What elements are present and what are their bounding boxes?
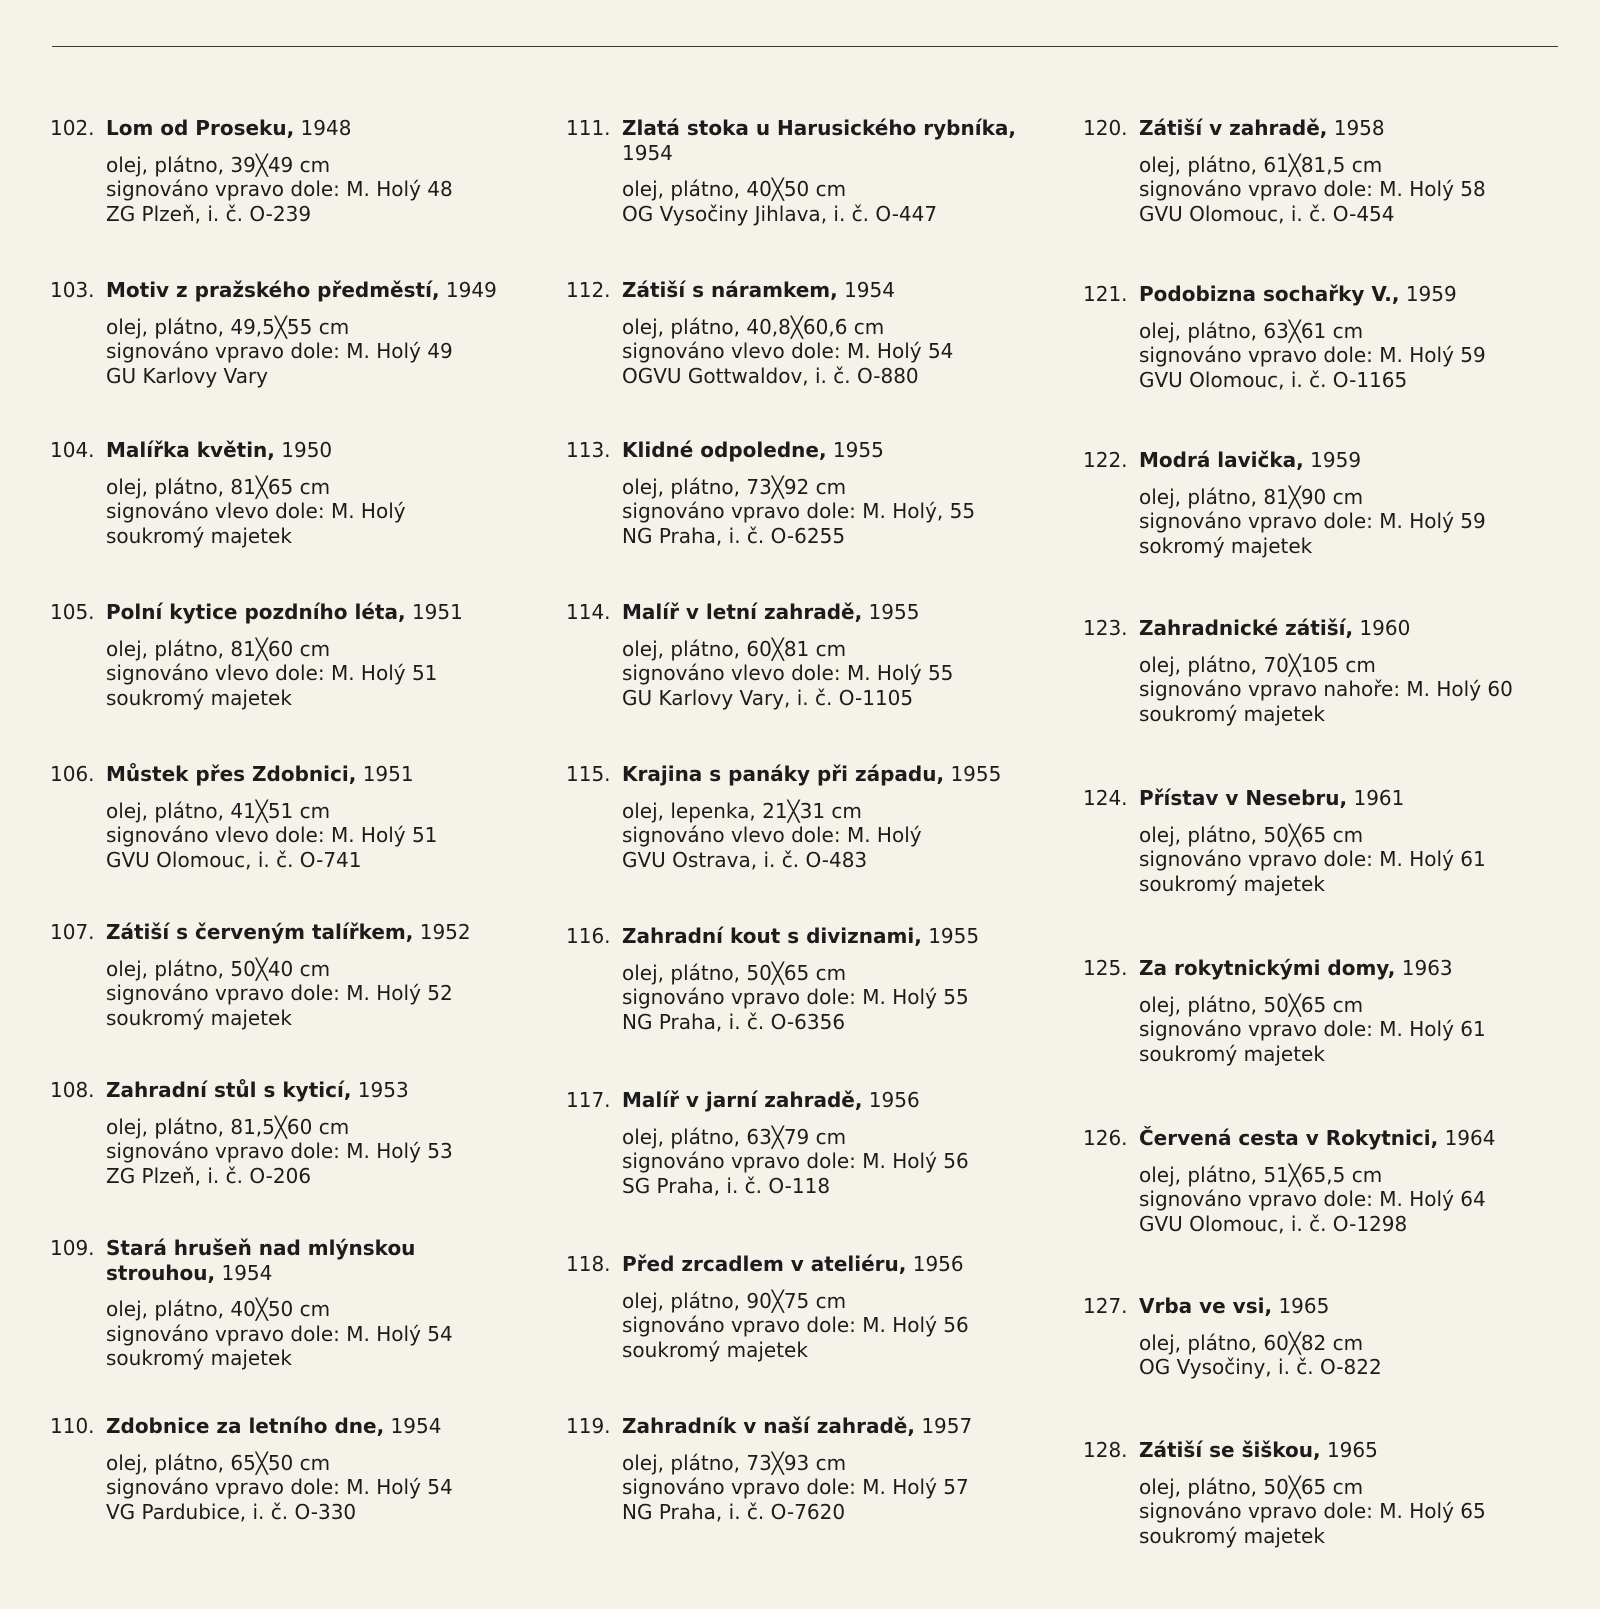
entry-medium: olej, plátno, 63╳79 cm bbox=[622, 1124, 847, 1149]
entry-year: 1955 bbox=[868, 600, 920, 624]
entry-medium: olej, plátno, 81,5╳60 cm bbox=[106, 1114, 350, 1139]
entry-year: 1952 bbox=[419, 920, 471, 944]
entry-medium: olej, plátno, 70╳105 cm bbox=[1139, 652, 1376, 677]
entry-signature: signováno vlevo dole: M. Holý 51 bbox=[106, 661, 438, 685]
entry-title: Zahradní stůl s kyticí, bbox=[106, 1078, 352, 1102]
entry-owner: GVU Olomouc, i. č. O-741 bbox=[106, 847, 362, 872]
entry-year: 1950 bbox=[281, 438, 333, 462]
entry-medium: olej, plátno, 90╳75 cm bbox=[622, 1288, 847, 1313]
entry-owner: GU Karlovy Vary, i. č. O-1105 bbox=[622, 685, 914, 710]
entry-year: 1948 bbox=[300, 116, 352, 140]
entry-year: 1954 bbox=[390, 1414, 442, 1438]
entry-number: 110. bbox=[50, 1414, 95, 1438]
entry-number: 107. bbox=[50, 920, 95, 944]
entry-signature: signováno vpravo dole: M. Holý 61 bbox=[1139, 847, 1486, 871]
catalogue-entry-110 bbox=[50, 1414, 530, 1524]
entry-number: 127. bbox=[1083, 1294, 1128, 1318]
entry-title: Zahradnické zátiší, bbox=[1139, 616, 1354, 640]
entry-owner: soukromý majetek bbox=[622, 1337, 808, 1362]
entry-owner: OG Vysočiny Jihlava, i. č. O-447 bbox=[622, 201, 938, 226]
entry-year: 1964 bbox=[1444, 1126, 1496, 1150]
entry-medium: olej, plátno, 40╳50 cm bbox=[622, 177, 847, 201]
catalogue-entry-114 bbox=[566, 600, 1046, 710]
entry-number: 114. bbox=[566, 600, 611, 624]
catalogue-entry-119 bbox=[566, 1414, 1046, 1524]
entry-number: 120. bbox=[1083, 116, 1128, 140]
entry-owner: NG Praha, i. č. O-7620 bbox=[622, 1499, 846, 1524]
entry-owner: GVU Olomouc, i. č. O-454 bbox=[1139, 201, 1395, 226]
entry-title: Zdobnice za letního dne, bbox=[106, 1414, 385, 1438]
entry-number: 111. bbox=[566, 116, 611, 140]
catalogue-entry-107 bbox=[50, 920, 530, 1030]
entry-medium: olej, lepenka, 21╳31 cm bbox=[622, 798, 862, 823]
entry-signature: signováno vlevo dole: M. Holý 54 bbox=[622, 339, 954, 363]
entry-owner: soukromý majetek bbox=[106, 1005, 292, 1030]
entry-year: 1955 bbox=[832, 438, 884, 462]
entry-medium: olej, plátno, 39╳49 cm bbox=[106, 152, 331, 177]
entry-signature: signováno vpravo dole: M. Holý 59 bbox=[1139, 509, 1486, 533]
catalogue-entry-102 bbox=[50, 116, 530, 226]
entry-title: Malíř v letní zahradě, bbox=[622, 600, 863, 624]
entry-medium: olej, plátno, 50╳65 cm bbox=[1139, 1474, 1364, 1499]
catalogue-entry-127 bbox=[1083, 1294, 1563, 1380]
catalogue-entry-128 bbox=[1083, 1438, 1563, 1548]
entry-medium: olej, plátno, 40╳50 cm bbox=[106, 1297, 331, 1321]
entry-medium: olej, plátno, 65╳50 cm bbox=[106, 1450, 331, 1475]
entry-number: 108. bbox=[50, 1078, 95, 1102]
entry-signature: signováno vpravo nahoře: M. Holý 60 bbox=[1139, 677, 1513, 701]
entry-number: 119. bbox=[566, 1414, 611, 1438]
entry-title: Za rokytnickými domy, bbox=[1139, 956, 1396, 980]
entry-number: 112. bbox=[566, 278, 611, 302]
entry-owner: SG Praha, i. č. O-118 bbox=[622, 1173, 831, 1198]
entry-medium: olej, plátno, 81╳65 cm bbox=[106, 474, 331, 499]
entry-signature: signováno vlevo dole: M. Holý bbox=[622, 823, 922, 847]
entry-number: 123. bbox=[1083, 616, 1128, 640]
entry-signature: signováno vpravo dole: M. Holý 49 bbox=[106, 339, 453, 363]
catalogue-entry-125 bbox=[1083, 956, 1563, 1066]
entry-medium: olej, plátno, 81╳90 cm bbox=[1139, 484, 1364, 509]
entry-number: 121. bbox=[1083, 282, 1128, 306]
entry-signature: signováno vpravo dole: M. Holý 56 bbox=[622, 1313, 969, 1337]
entry-signature: signováno vpravo dole: M. Holý 59 bbox=[1139, 343, 1486, 367]
entry-title: Polní kytice pozdního léta, bbox=[106, 600, 406, 624]
entry-owner: NG Praha, i. č. O-6356 bbox=[622, 1009, 846, 1034]
entry-title: Modrá lavička, bbox=[1139, 448, 1304, 472]
catalogue-entry-108 bbox=[50, 1078, 530, 1188]
entry-year: 1963 bbox=[1401, 956, 1453, 980]
entry-title: Stará hrušeň nad mlýnskou strouhou, bbox=[106, 1236, 416, 1285]
entry-title: Před zrcadlem v ateliéru, bbox=[622, 1252, 907, 1276]
entry-owner: ZG Plzeň, i. č. O-206 bbox=[106, 1163, 312, 1188]
entry-year: 1956 bbox=[912, 1252, 964, 1276]
entry-signature: signováno vpravo dole: M. Holý 65 bbox=[1139, 1499, 1486, 1523]
entry-owner: soukromý majetek bbox=[106, 685, 292, 710]
entry-medium: olej, plátno, 60╳82 cm bbox=[1139, 1330, 1364, 1355]
entry-title: Krajina s panáky při západu, bbox=[622, 762, 945, 786]
entry-owner: soukromý majetek bbox=[106, 1346, 292, 1370]
entry-title: Zátiší se šiškou, bbox=[1139, 1438, 1321, 1462]
entry-medium: olej, plátno, 41╳51 cm bbox=[106, 798, 331, 823]
entry-signature: signováno vpravo dole: M. Holý 48 bbox=[106, 177, 453, 201]
entry-number: 104. bbox=[50, 438, 95, 462]
entry-number: 103. bbox=[50, 278, 95, 302]
catalogue-entry-115 bbox=[566, 762, 1046, 872]
entry-signature: signováno vlevo dole: M. Holý bbox=[106, 499, 406, 523]
entry-title: Červená cesta v Rokytnici, bbox=[1139, 1126, 1439, 1150]
entry-number: 122. bbox=[1083, 448, 1128, 472]
entry-year: 1951 bbox=[411, 600, 463, 624]
entry-owner: soukromý majetek bbox=[1139, 1041, 1325, 1066]
catalogue-entry-123 bbox=[1083, 616, 1563, 726]
catalogue-entry-106 bbox=[50, 762, 530, 872]
catalogue-entry-103 bbox=[50, 278, 530, 388]
entry-owner: soukromý majetek bbox=[1139, 871, 1325, 896]
catalogue-entry-104 bbox=[50, 438, 530, 548]
catalogue-entry-124 bbox=[1083, 786, 1563, 896]
entry-title: Malíř v jarní zahradě, bbox=[622, 1088, 863, 1112]
entry-signature: signováno vpravo dole: M. Holý 57 bbox=[622, 1475, 969, 1499]
entry-number: 102. bbox=[50, 116, 95, 140]
entry-medium: olej, plátno, 49,5╳55 cm bbox=[106, 314, 350, 339]
entry-signature: signováno vpravo dole: M. Holý 56 bbox=[622, 1149, 969, 1173]
entry-year: 1965 bbox=[1278, 1294, 1330, 1318]
entry-year: 1955 bbox=[928, 924, 980, 948]
entry-year: 1958 bbox=[1333, 116, 1385, 140]
catalogue-entry-113 bbox=[566, 438, 1046, 548]
entry-signature: signováno vpravo dole: M. Holý 61 bbox=[1139, 1017, 1486, 1041]
entry-title: Můstek přes Zdobnici, bbox=[106, 762, 357, 786]
entry-title: Přístav v Nesebru, bbox=[1139, 786, 1348, 810]
entry-medium: olej, plátno, 50╳40 cm bbox=[106, 956, 331, 981]
entry-title: Zlatá stoka u Harusického rybníka, bbox=[622, 116, 1016, 140]
entry-medium: olej, plátno, 50╳65 cm bbox=[1139, 822, 1364, 847]
catalogue-entry-109 bbox=[50, 1236, 530, 1371]
entry-number: 117. bbox=[566, 1088, 611, 1112]
entry-number: 118. bbox=[566, 1252, 611, 1276]
entry-year: 1954 bbox=[622, 140, 673, 165]
entry-medium: olej, plátno, 61╳81,5 cm bbox=[1139, 152, 1383, 177]
entry-title: Podobizna sochařky V., bbox=[1139, 282, 1400, 306]
entry-number: 105. bbox=[50, 600, 95, 624]
entry-year: 1959 bbox=[1405, 282, 1457, 306]
entry-signature: signováno vpravo dole: M. Holý 52 bbox=[106, 981, 453, 1005]
entry-medium: olej, plátno, 50╳65 cm bbox=[1139, 992, 1364, 1017]
entry-year: 1955 bbox=[950, 762, 1002, 786]
entry-signature: signováno vlevo dole: M. Holý 51 bbox=[106, 823, 438, 847]
entry-year: 1957 bbox=[921, 1414, 973, 1438]
entry-year: 1953 bbox=[357, 1078, 409, 1102]
catalogue-entry-117 bbox=[566, 1088, 1046, 1198]
entry-number: 106. bbox=[50, 762, 95, 786]
entry-medium: olej, plátno, 50╳65 cm bbox=[622, 960, 847, 985]
entry-year: 1960 bbox=[1359, 616, 1411, 640]
entry-signature: signováno vlevo dole: M. Holý 55 bbox=[622, 661, 954, 685]
catalogue-entry-122 bbox=[1083, 448, 1563, 558]
entry-signature: signováno vpravo dole: M. Holý 64 bbox=[1139, 1187, 1486, 1211]
entry-year: 1959 bbox=[1310, 448, 1362, 472]
entry-title: Zahradní kout s diviznami, bbox=[622, 924, 922, 948]
catalogue-entry-105 bbox=[50, 600, 530, 710]
entry-number: 124. bbox=[1083, 786, 1128, 810]
entry-owner: OG Vysočiny, i. č. O-822 bbox=[1139, 1355, 1382, 1379]
entry-number: 109. bbox=[50, 1236, 95, 1260]
entry-owner: GVU Olomouc, i. č. O-1165 bbox=[1139, 367, 1408, 392]
entry-year: 1961 bbox=[1353, 786, 1405, 810]
entry-owner: ZG Plzeň, i. č. O-239 bbox=[106, 201, 312, 226]
catalogue-entry-112 bbox=[566, 278, 1046, 388]
catalogue-entry-116 bbox=[566, 924, 1046, 1034]
entry-medium: olej, plátno, 51╳65,5 cm bbox=[1139, 1162, 1383, 1187]
entry-number: 125. bbox=[1083, 956, 1128, 980]
entry-title: Zátiší s náramkem, bbox=[622, 278, 838, 302]
entry-title: Zahradník v naší zahradě, bbox=[622, 1414, 915, 1438]
entry-owner: soukromý majetek bbox=[1139, 701, 1325, 726]
entry-year: 1965 bbox=[1326, 1438, 1378, 1462]
entry-owner: VG Pardubice, i. č. O-330 bbox=[106, 1499, 357, 1524]
entry-number: 126. bbox=[1083, 1126, 1128, 1150]
entry-medium: olej, plátno, 73╳93 cm bbox=[622, 1450, 847, 1475]
entry-title: Malířka květin, bbox=[106, 438, 275, 462]
entry-number: 113. bbox=[566, 438, 611, 462]
entry-medium: olej, plátno, 81╳60 cm bbox=[106, 636, 331, 661]
entry-medium: olej, plátno, 40,8╳60,6 cm bbox=[622, 314, 885, 339]
top-rule bbox=[52, 46, 1558, 47]
catalogue-entry-111 bbox=[566, 116, 1046, 226]
entry-signature: signováno vpravo dole: M. Holý 54 bbox=[106, 1475, 453, 1499]
entry-year: 1949 bbox=[445, 278, 497, 302]
entry-title: Motiv z pražského předměstí, bbox=[106, 278, 440, 302]
entry-medium: olej, plátno, 73╳92 cm bbox=[622, 474, 847, 499]
entry-owner: GU Karlovy Vary bbox=[106, 363, 269, 388]
entry-medium: olej, plátno, 60╳81 cm bbox=[622, 636, 847, 661]
catalogue-entry-118 bbox=[566, 1252, 1046, 1362]
entry-year: 1954 bbox=[844, 278, 895, 302]
entry-title: Klidné odpoledne, bbox=[622, 438, 827, 462]
entry-owner: GVU Ostrava, i. č. O-483 bbox=[622, 847, 868, 872]
entry-signature: signováno vpravo dole: M. Holý 58 bbox=[1139, 177, 1486, 201]
entry-medium: olej, plátno, 63╳61 cm bbox=[1139, 318, 1364, 343]
entry-signature: signováno vpravo dole: M. Holý, 55 bbox=[622, 499, 976, 523]
entry-number: 116. bbox=[566, 924, 611, 948]
catalogue-entry-121 bbox=[1083, 282, 1563, 392]
entry-owner: GVU Olomouc, i. č. O-1298 bbox=[1139, 1211, 1408, 1236]
entry-signature: signováno vpravo dole: M. Holý 54 bbox=[106, 1321, 453, 1346]
entry-year: 1954 bbox=[221, 1260, 273, 1285]
entry-title: Lom od Proseku, bbox=[106, 116, 295, 140]
entry-owner: OGVU Gottwaldov, i. č. O-880 bbox=[622, 363, 919, 388]
catalogue-entry-120 bbox=[1083, 116, 1563, 226]
entry-owner: soukromý majetek bbox=[106, 523, 292, 548]
entry-owner: soukromý majetek bbox=[1139, 1523, 1325, 1548]
catalogue-entry-126 bbox=[1083, 1126, 1563, 1236]
entry-signature: signováno vpravo dole: M. Holý 53 bbox=[106, 1139, 453, 1163]
entry-title: Zátiší s červeným talířkem, bbox=[106, 920, 414, 944]
entry-year: 1956 bbox=[868, 1088, 920, 1112]
entry-signature: signováno vpravo dole: M. Holý 55 bbox=[622, 985, 969, 1009]
entry-owner: sokromý majetek bbox=[1139, 533, 1313, 558]
entry-owner: NG Praha, i. č. O-6255 bbox=[622, 523, 846, 548]
entry-number: 115. bbox=[566, 762, 611, 786]
entry-title: Vrba ve vsi, bbox=[1139, 1294, 1273, 1318]
entry-year: 1951 bbox=[362, 762, 414, 786]
entry-number: 128. bbox=[1083, 1438, 1128, 1462]
entry-title: Zátiší v zahradě, bbox=[1139, 116, 1328, 140]
